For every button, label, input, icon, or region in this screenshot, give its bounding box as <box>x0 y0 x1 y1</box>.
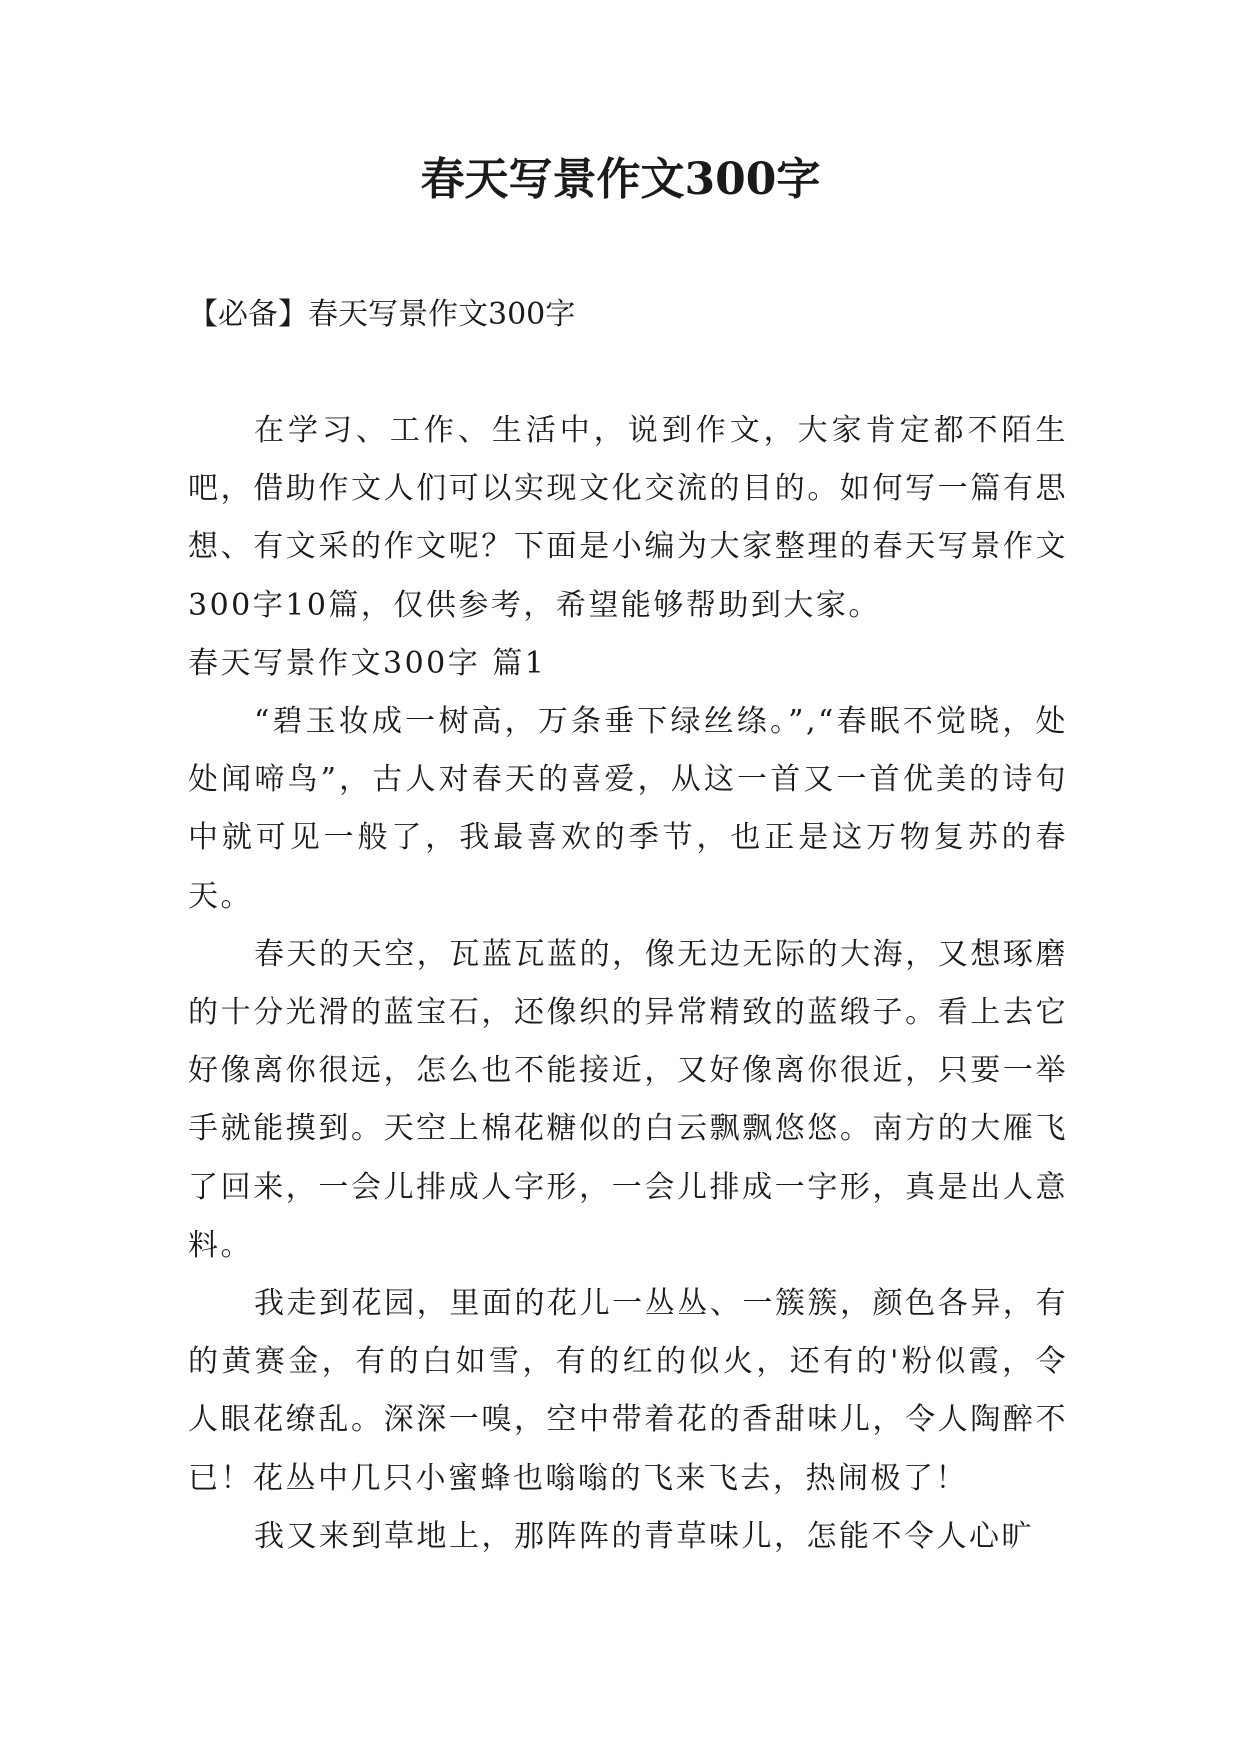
section-heading: 春天写景作文300字 篇1 <box>188 645 547 681</box>
intro-paragraph: 在学习、工作、生活中，说到作文，大家肯定都不陌生吧，借助作文人们可以实现文化交流的目的。如何写一篇有思想、有文采的作文呢？下面是小编为大家整理的春天写景作文300字10篇，仅供参考，希望能够帮助到大家。 <box>188 413 1068 623</box>
body-paragraph-3: 我走到花园，里面的花儿一丛丛、一簇簇，颜色各异，有的黄赛金，有的白如雪，有的红的似火，还有的'粉似霞，令人眼花缭乱。深深一嗅，空中带着花的香甜味儿，令人陶醉不已！花丛中几只小蜜蜂也嗡嗡的飞来飞去，热闹极了！ <box>188 1286 1068 1496</box>
body-paragraph-2: 春天的天空，瓦蓝瓦蓝的，像无边无际的大海，又想琢磨的十分光滑的蓝宝石，还像织的异常精致的蓝缎子。看上去它好像离你很远，怎么也不能接近，又好像离你很近，只要一举手就能摸到。天空上棉花糖似的白云飘飘悠悠。南方的大雁飞了回来，一会儿排成人字形，一会儿排成一字形，真是出人意料。 <box>188 936 1068 1263</box>
document-body <box>188 402 1068 1566</box>
document-subtitle: 【必备】春天写景作文300字 <box>188 297 576 332</box>
body-paragraph-4: 我又来到草地上，那阵阵的青草味儿，怎能不令人心旷 <box>254 1518 1034 1554</box>
body-paragraph-1: “碧玉妆成一树高，万条垂下绿丝绦。”,“春眠不觉晓，处处闻啼鸟”，古人对春天的喜爱，从这一首又一首优美的诗句中就可见一般了，我最喜欢的季节，也正是这万物复苏的春天。 <box>188 704 1068 914</box>
document-title: 春天写景作文300字 <box>420 154 821 205</box>
